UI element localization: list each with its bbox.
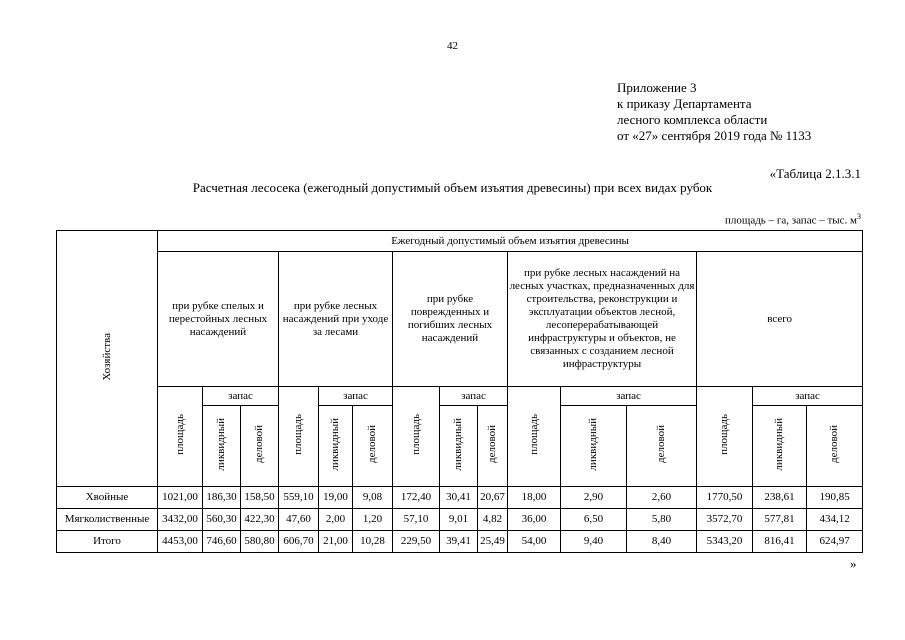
business-header <box>478 406 508 487</box>
harvest-table <box>56 230 863 553</box>
table-cell: 3432,00 <box>158 509 203 531</box>
area-header <box>158 387 203 487</box>
liquid-header-label: ликвидный <box>452 417 464 471</box>
area-header <box>393 387 440 487</box>
liquid-header-label: ликвидный <box>215 417 227 471</box>
closing-quote: » <box>850 556 857 571</box>
table-cell: 10,28 <box>353 531 393 553</box>
liquid-header <box>561 406 627 487</box>
table-cell: 18,00 <box>508 487 561 509</box>
table-cell: 560,30 <box>203 509 241 531</box>
table-row <box>57 487 863 509</box>
table-cell: 816,41 <box>753 531 807 553</box>
business-header <box>241 406 279 487</box>
table-cell: 5,80 <box>627 509 697 531</box>
business-header-label: деловой <box>828 425 841 463</box>
table-cell: 2,60 <box>627 487 697 509</box>
area-header-label: площадь <box>527 414 540 455</box>
row-label: Итого <box>57 531 158 553</box>
business-header <box>627 406 697 487</box>
table-cell: 9,40 <box>561 531 627 553</box>
business-header <box>353 406 393 487</box>
table-cell: 186,30 <box>203 487 241 509</box>
table-cell: 746,60 <box>203 531 241 553</box>
group-header: всего <box>697 252 863 387</box>
table-cell: 190,85 <box>807 487 863 509</box>
table-cell: 580,80 <box>241 531 279 553</box>
business-header-label: деловой <box>655 425 667 463</box>
group-header: при рубке поврежденных и погибших лесных насаждений <box>393 252 508 387</box>
appendix-line: лесного комплекса области <box>617 112 768 127</box>
stock-header: запас <box>203 387 279 406</box>
business-header <box>807 406 863 487</box>
page-number: 42 <box>447 40 458 52</box>
units-text: площадь – га, запас – тыс. м <box>724 214 857 227</box>
stock-header: запас <box>753 387 863 406</box>
group-header: при рубке спелых и перестойных лесных насаждений <box>158 252 279 387</box>
table-cell: 20,67 <box>478 487 508 509</box>
liquid-header-label: ликвидный <box>773 417 785 471</box>
table-cell: 4,82 <box>478 509 508 531</box>
stock-header: запас <box>319 387 393 406</box>
area-header-label: площадь <box>292 414 304 455</box>
table-row <box>57 509 863 531</box>
table-cell: 25,49 <box>478 531 508 553</box>
appendix-line: от «27» сентября 2019 года № 1133 <box>617 128 812 143</box>
area-header <box>697 387 753 487</box>
table-cell: 19,00 <box>319 487 353 509</box>
table-cell: 624,97 <box>807 531 863 553</box>
business-header-label: деловой <box>253 425 265 463</box>
stock-header: запас <box>561 387 697 406</box>
table-row <box>57 531 863 553</box>
table-cell: 1770,50 <box>697 487 753 509</box>
top-header: Ежегодный допустимый объем изъятия древесины <box>158 231 863 252</box>
table-cell: 36,00 <box>508 509 561 531</box>
document-title: Расчетная лесосека (ежегодный допустимый объем изъятия древесины) при всех видах рубок <box>192 180 713 195</box>
table-cell: 21,00 <box>319 531 353 553</box>
table-cell: 3572,70 <box>697 509 753 531</box>
area-header-label: площадь <box>718 414 730 455</box>
area-header-label: площадь <box>409 414 422 455</box>
table-cell: 8,40 <box>627 531 697 553</box>
appendix-line: Приложение 3 <box>617 80 697 95</box>
units-superscript: 3 <box>857 212 861 221</box>
row-label: Мягколиственные <box>57 509 158 531</box>
economy-header-label: Хозяйства <box>100 332 113 381</box>
table-cell: 172,40 <box>393 487 440 509</box>
table-cell: 39,41 <box>440 531 478 553</box>
table-cell: 57,10 <box>393 509 440 531</box>
table-cell: 6,50 <box>561 509 627 531</box>
table-cell: 606,70 <box>279 531 319 553</box>
area-header-label: площадь <box>173 414 186 455</box>
group-header: при рубке лесных насаждений при уходе за лесами <box>279 252 393 387</box>
table-cell: 9,08 <box>353 487 393 509</box>
table-label: «Таблица 2.1.3.1 <box>769 166 861 181</box>
liquid-header <box>203 406 241 487</box>
area-header <box>279 387 319 487</box>
table-cell: 9,01 <box>440 509 478 531</box>
table-cell: 229,50 <box>393 531 440 553</box>
liquid-header-label: ликвидный <box>587 417 599 471</box>
row-label: Хвойные <box>57 487 158 509</box>
business-header-label: деловой <box>366 425 378 463</box>
table-cell: 238,61 <box>753 487 807 509</box>
liquid-header <box>319 406 353 487</box>
table-cell: 1021,00 <box>158 487 203 509</box>
business-header-label: деловой <box>486 425 498 463</box>
appendix-line: к приказу Департамента <box>617 96 752 111</box>
table-cell: 2,90 <box>561 487 627 509</box>
table-cell: 422,30 <box>241 509 279 531</box>
appendix-block <box>617 80 811 144</box>
table-cell: 559,10 <box>279 487 319 509</box>
area-header <box>508 387 561 487</box>
table-cell: 2,00 <box>319 509 353 531</box>
units-note <box>725 212 861 227</box>
table-cell: 577,81 <box>753 509 807 531</box>
table-cell: 1,20 <box>353 509 393 531</box>
economy-header <box>57 231 158 487</box>
table-cell: 30,41 <box>440 487 478 509</box>
table-cell: 54,00 <box>508 531 561 553</box>
table-body <box>57 487 863 553</box>
stock-header: запас <box>440 387 508 406</box>
table-cell: 158,50 <box>241 487 279 509</box>
table-cell: 5343,20 <box>697 531 753 553</box>
table-cell: 47,60 <box>279 509 319 531</box>
liquid-header <box>440 406 478 487</box>
table-cell: 4453,00 <box>158 531 203 553</box>
liquid-header-label: ликвидный <box>329 417 341 471</box>
group-header: при рубке лесных насаждений на лесных участках, предназначенных для строительства, реконструкции и эксплуатации объектов лесной, лесоперерабатывающей инфраструктуры и объектов, не связанных с созданием лесной инфраструктуры <box>508 252 697 387</box>
table-cell: 434,12 <box>807 509 863 531</box>
liquid-header <box>753 406 807 487</box>
